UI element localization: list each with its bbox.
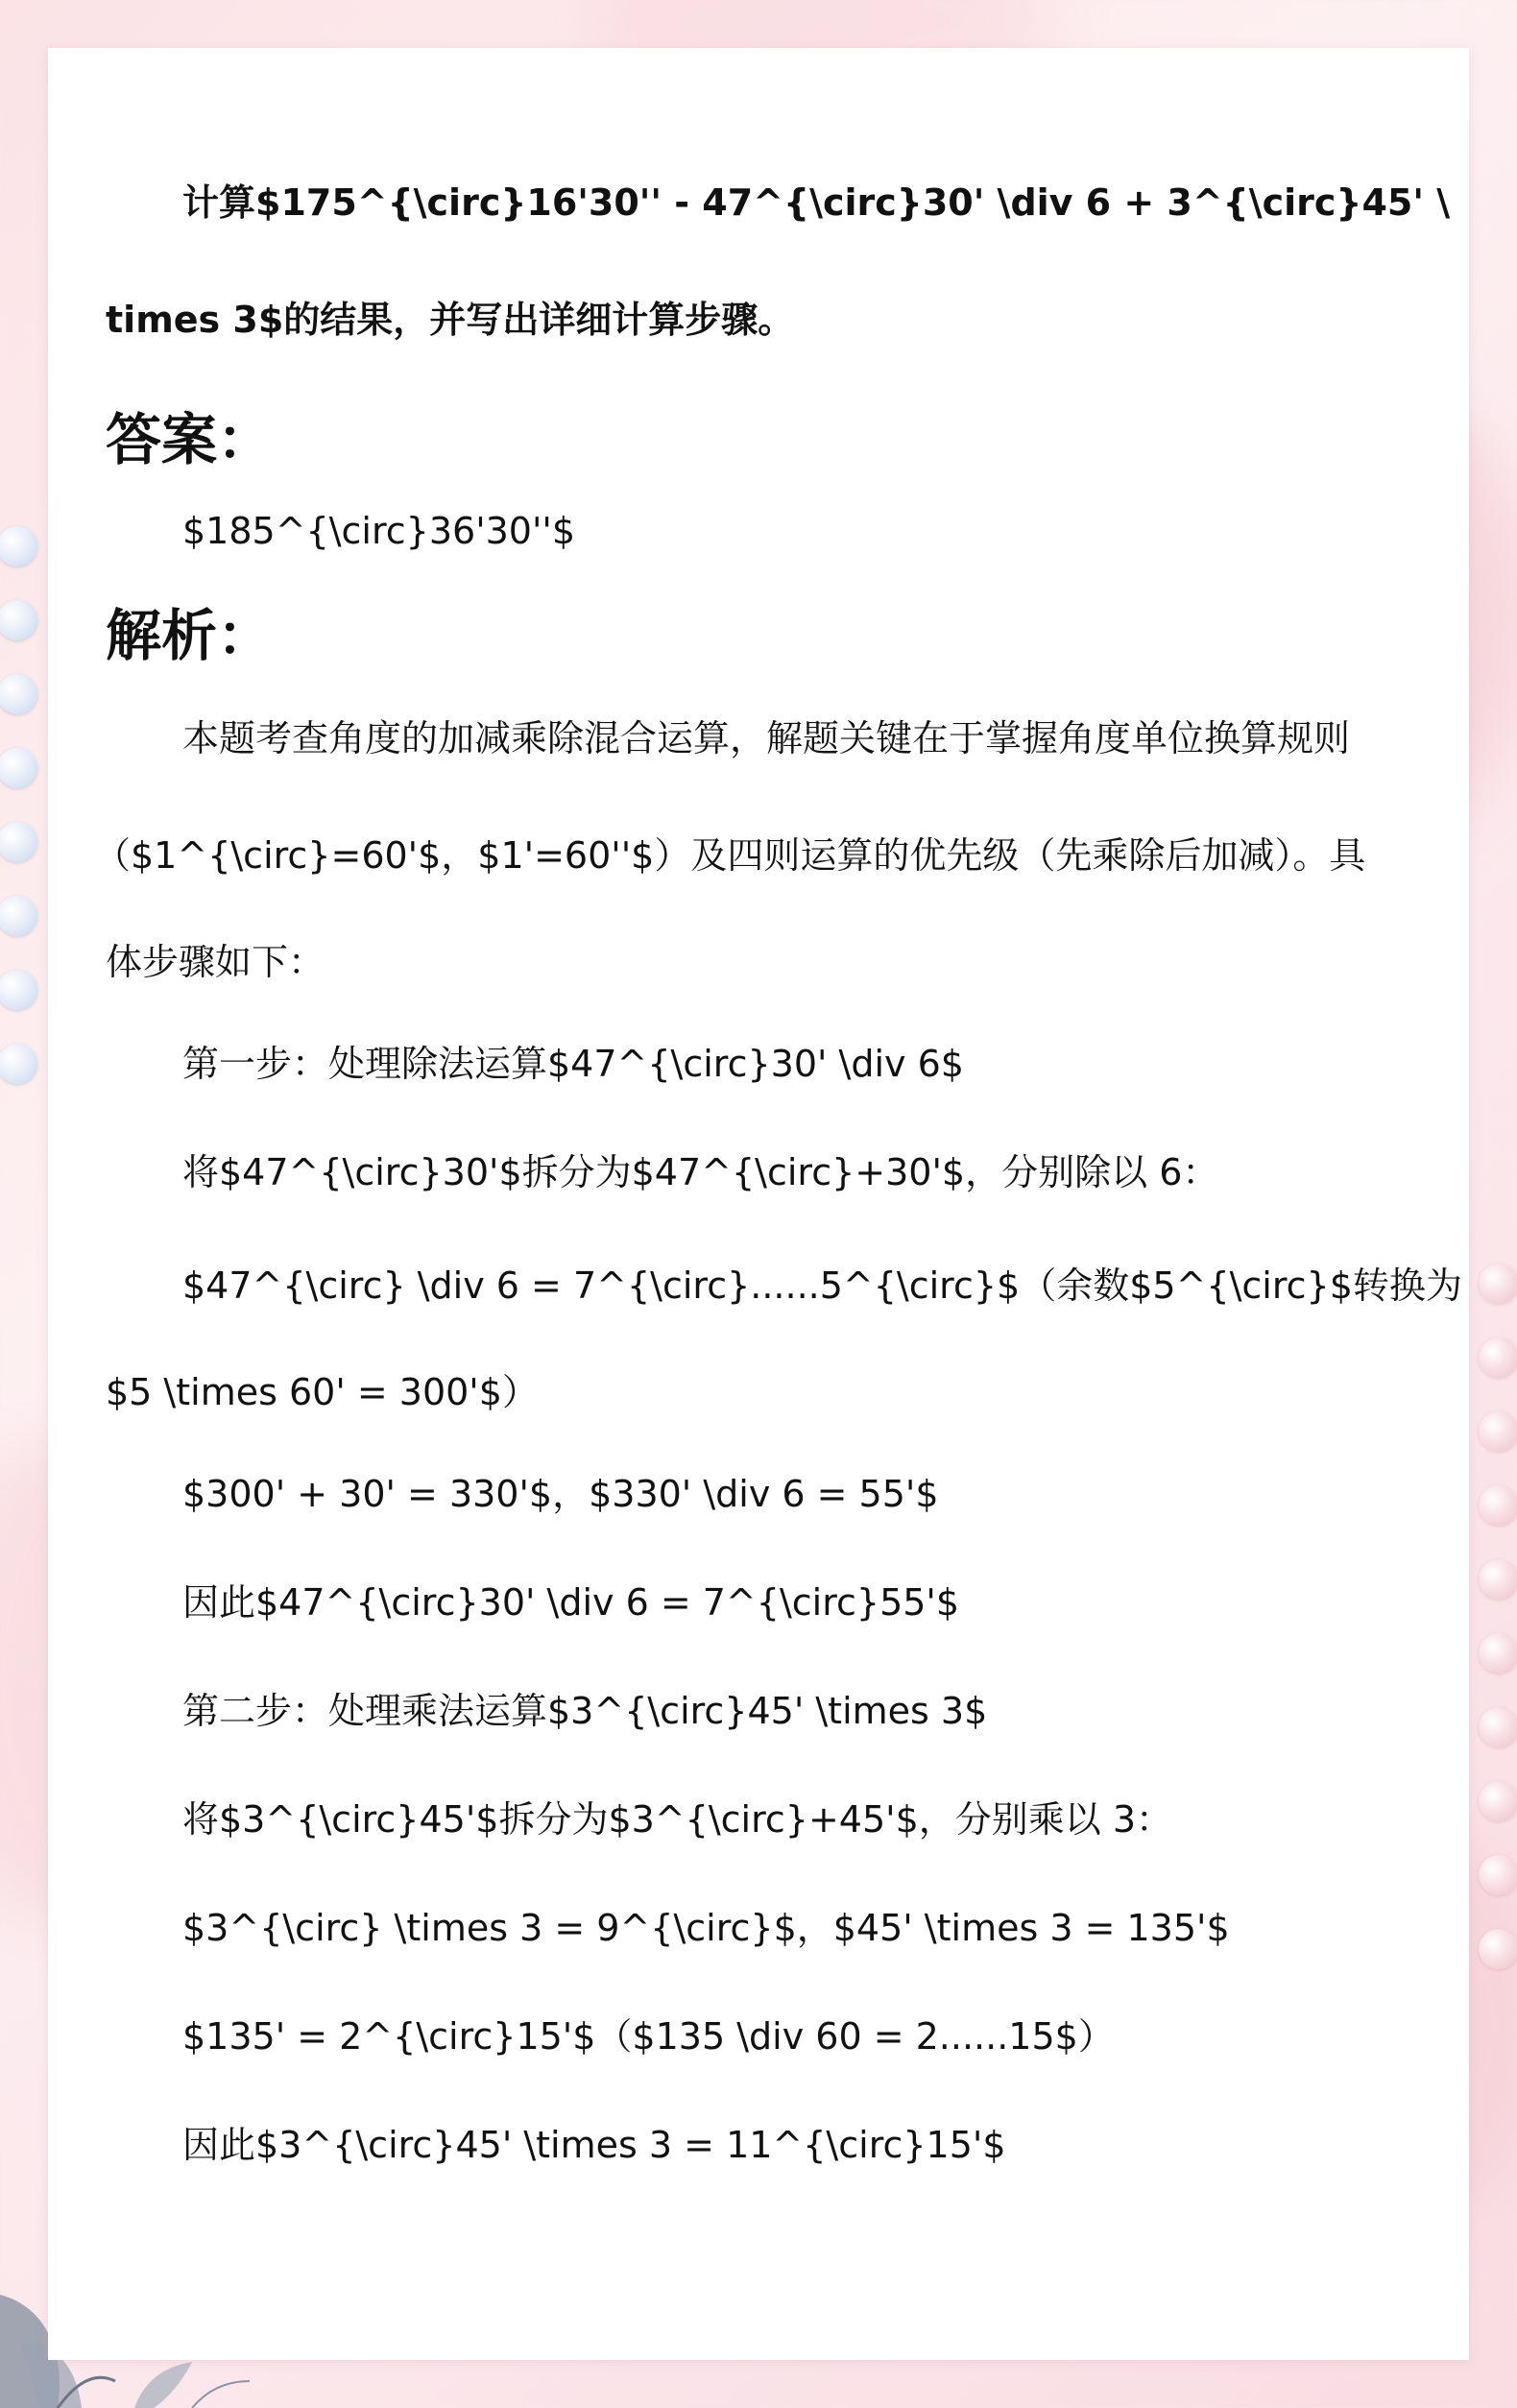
document-content: [94, 144, 1462, 2200]
binder-dots-right: [1479, 1264, 1517, 2003]
binder-ring: [0, 970, 37, 1010]
binder-ring: [0, 748, 37, 788]
binder-ring: [1479, 1707, 1517, 1747]
question-line: times 3$的结果，并写出详细计算步骤。: [106, 299, 795, 341]
analysis-intro: 本题考查角度的加减乘除混合运算，解题关键在于掌握角度单位换算规则: [182, 717, 1351, 759]
binder-ring: [1479, 1337, 1517, 1378]
document-page: [48, 48, 1469, 2360]
binder-ring: [1479, 1559, 1517, 1600]
analysis-intro: 体步骤如下：: [106, 941, 325, 983]
binder-ring: [1479, 1411, 1517, 1452]
analysis-step: 第二步：处理乘法运算$3^{\circ}45' \times 3$: [182, 1690, 988, 1732]
binder-ring: [1479, 1264, 1517, 1304]
binder-ring: [1479, 1485, 1517, 1526]
binder-ring: [1479, 1633, 1517, 1674]
analysis-step: 将$3^{\circ}45'$拆分为$3^{\circ}+45'$，分别乘以 3：: [182, 1798, 1173, 1841]
binder-ring: [0, 526, 37, 566]
binder-ring: [1479, 1929, 1517, 1969]
binder-ring: [1479, 1781, 1517, 1821]
analysis-step: 将$47^{\circ}30'$拆分为$47^{\circ}+30'$，分别除以 6：: [182, 1151, 1219, 1193]
analysis-step: 因此$3^{\circ}45' \times 3 = 11^{\circ}15'$: [182, 2124, 1006, 2166]
analysis-step: 第一步：处理除法运算$47^{\circ}30' \div 6$: [182, 1043, 964, 1085]
analysis-intro: （$1^{\circ}=60'$，$1'=60''$）及四则运算的优先级（先乘除后加减）。具: [94, 834, 1366, 877]
binder-ring: [1479, 1855, 1517, 1895]
binder-ring: [0, 896, 37, 936]
analysis-step: $300' + 30' = 330'$，$330' \div 6 = 55'$: [182, 1473, 939, 1515]
binder-ring: [0, 822, 37, 862]
analysis-step: $135' = 2^{\circ}15'$（$135 \div 60 = 2......15$）: [182, 2015, 1115, 2058]
binder-dots-left: [0, 526, 42, 1118]
analysis-step: 因此$47^{\circ}30' \div 6 = 7^{\circ}55'$: [182, 1581, 960, 1624]
analysis-heading: 解析：: [106, 603, 274, 668]
analysis-step: $5 \times 60' = 300'$）: [106, 1371, 539, 1413]
question-line: 计算$175^{\circ}16'30'' - 47^{\circ}30' \div 6 + 3^{\circ}45' \: [182, 181, 1451, 224]
binder-ring: [0, 1044, 37, 1084]
binder-ring: [0, 600, 37, 640]
answer-heading: 答案：: [106, 407, 274, 472]
analysis-step: $3^{\circ} \times 3 = 9^{\circ}$，$45' \times 3 = 135'$: [182, 1907, 1230, 1949]
analysis-step: $47^{\circ} \div 6 = 7^{\circ}......5^{\circ}$（余数$5^{\circ}$转换为: [182, 1264, 1462, 1307]
binder-ring: [0, 674, 37, 714]
answer-value: $185^{\circ}36'30''$: [182, 510, 576, 552]
